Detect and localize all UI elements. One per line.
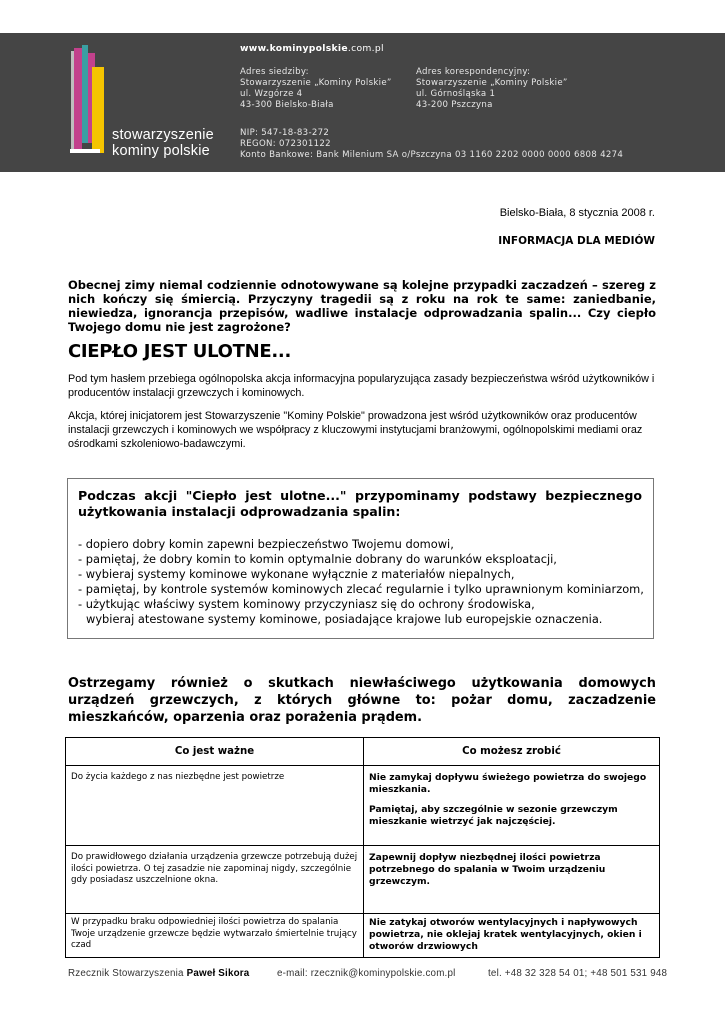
table-cell: Nie zatykaj otworów wentylacyjnych i napływowych powietrza, nie oklejaj kratek wentylacyjnych, okien i otworów drzwiowych: [364, 914, 660, 958]
website[interactable]: [240, 43, 384, 54]
correspondence-address: [416, 67, 568, 111]
seat-label: Adres siedziby:: [240, 67, 309, 77]
warning-paragraph: Ostrzegamy również o skutkach niewłaściwego użytkowania domowych urządzeń grzewczych, z których główne to: pożar domu, zaczadzenie mieszkańców, oparzenia oraz porażenia prądem.: [68, 676, 656, 725]
list-item: wybieraj atestowane systemy kominowe, posiadające krajowe lub europejskie oznaczenia.: [86, 612, 603, 626]
column-header-important: Co jest ważne: [66, 738, 364, 766]
letter-date: Bielsko-Biała, 8 stycznia 2008 r.: [499, 207, 655, 219]
table-cell: Do życia każdego z nas niezbędne jest powietrze: [66, 766, 364, 846]
list-item: - wybieraj systemy kominowe wykonane wyłącznie z materiałów niepalnych,: [78, 567, 515, 581]
list-item: - użytkując właściwy system kominowy przyczyniasz się do ochrony środowiska,: [78, 597, 535, 611]
table-row: [66, 766, 660, 846]
regon: REGON: 072301122: [240, 139, 331, 149]
logo-wordmark: [112, 127, 214, 159]
footer-phone: tel. +48 32 328 54 01; +48 501 531 948: [488, 968, 668, 979]
letterhead-band: [0, 33, 725, 172]
footer-spokesperson: [68, 968, 249, 979]
page-title: CIEPŁO JEST ULOTNE...: [68, 341, 291, 362]
advice-table: [65, 737, 660, 958]
website-domain: www.kominypolskie: [240, 43, 348, 54]
corr-name: Stowarzyszenie „Kominy Polskie”: [416, 78, 568, 88]
corr-label: Adres korespondencyjny:: [416, 67, 531, 77]
table-cell: [364, 766, 660, 846]
corr-city: 43-200 Pszczyna: [416, 100, 493, 110]
list-item: - dopiero dobry komin zapewni bezpieczeństwo Twojemu domowi,: [78, 537, 454, 551]
table-cell: W przypadku braku odpowiedniej ilości powietrza do spalania Twoje urządzenie grzewcze będzie wytwarzało śmiertelnie trujący czad: [66, 914, 364, 958]
spokesperson-prefix: Rzecznik Stowarzyszenia: [68, 968, 184, 979]
list-item: - pamiętaj, by kontrole systemów kominowych zlecać regularnie i tylko uprawnionym kominiarzom,: [78, 582, 644, 596]
seat-address: [240, 67, 392, 111]
table-header-row: [66, 738, 660, 766]
association-logo-icon: [68, 45, 108, 157]
nip: NIP: 547-18-83-272: [240, 128, 330, 138]
safety-tips-list: [78, 537, 642, 627]
column-header-action: Co możesz zrobić: [364, 738, 660, 766]
cell-paragraph: Nie zamykaj dopływu świeżego powietrza do swojego mieszkania.: [369, 772, 647, 795]
footer-email[interactable]: e-mail: rzecznik@kominypolskie.com.pl: [277, 968, 456, 979]
safety-tips-heading: Podczas akcji "Ciepło jest ulotne..." przypominamy podstawy bezpiecznego użytkowania instalacji odprowadzania spalin:: [78, 488, 642, 519]
spokesperson-name: Paweł Sikora: [186, 968, 250, 979]
registration-info: [240, 128, 623, 161]
table-cell: Zapewnij dopływ niezbędnej ilości powietrza potrzebnego do spalania w Twoim urządzeniu grzewczym.: [364, 846, 660, 914]
seat-name: Stowarzyszenie „Kominy Polskie”: [240, 78, 392, 88]
logo-line-2: kominy polskie: [112, 143, 210, 159]
safety-tips-box: [67, 478, 654, 639]
paragraph-2: Akcja, której inicjatorem jest Stowarzyszenie "Kominy Polskie" prowadzona jest wśród użytkowników oraz producentów instalacji grzewczych i kominowych we współpracy z kluczowymi instytucjami branżowymi, ogólnopolskimi mediami oraz ośrodkami szkoleniowo-badawczymi.: [68, 410, 643, 450]
paragraph-1: Pod tym hasłem przebiega ogólnopolska akcja informacyjna popularyzująca zasady bezpieczeństwa wśród użytkowników i producentów instalacji grzewczych i kominowych.: [68, 373, 655, 399]
corr-street: ul. Górnośląska 1: [416, 89, 496, 99]
website-tld: .com.pl: [347, 43, 384, 54]
seat-street: ul. Wzgórze 4: [240, 89, 303, 99]
lead-paragraph: Obecnej zimy niemal codziennie odnotowywane są kolejne przypadki zaczadzeń – szereg z nich kończy się śmiercią. Przyczyny tragedii są z roku na rok te same: zaniedbanie, niewiedza, ignorancja przepisów, wadliwe instalacje odprowadzania spalin... Czy ciepło Twojego domu nie jest zagrożone?: [68, 278, 656, 334]
table-row: [66, 914, 660, 958]
list-item: - pamiętaj, że dobry komin to komin optymalnie dobrany do warunków eksploatacji,: [78, 552, 557, 566]
cell-paragraph: Pamiętaj, aby szczególnie w sezonie grzewczym mieszkanie wietrzyć jak najczęściej.: [369, 804, 618, 827]
bank-account: Konto Bankowe: Bank Milenium SA o/Pszczyna 03 1160 2202 0000 0000 6808 4274: [240, 150, 624, 160]
table-row: [66, 846, 660, 914]
table-cell: Do prawidłowego działania urządzenia grzewcze potrzebują dużej ilości powietrza. O tej zasadzie nie zapominaj nigdy, szczególnie gdy posiadasz uszczelnione okna.: [66, 846, 364, 914]
media-info-label: INFORMACJA DLA MEDIÓW: [498, 235, 655, 247]
logo-line-1: stowarzyszenie: [112, 127, 214, 143]
seat-city: 43-300 Bielsko-Biała: [240, 100, 334, 110]
